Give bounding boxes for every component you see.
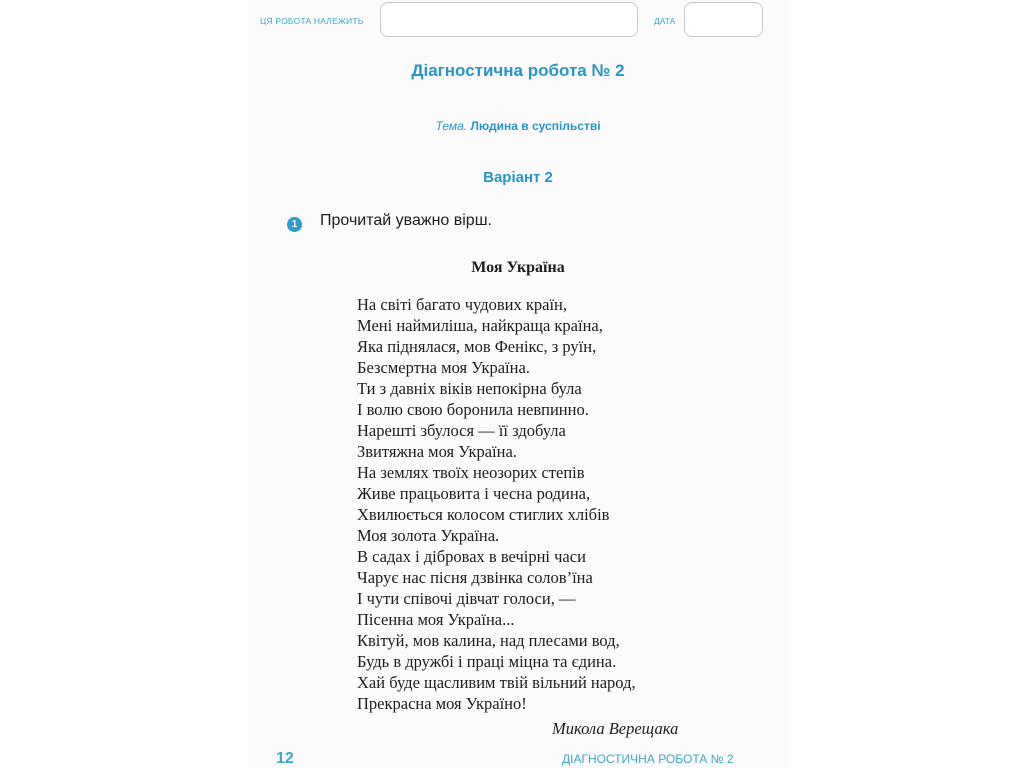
poem-line: На землях твоїх неозорих степів bbox=[357, 463, 585, 482]
poem-line: Квітуй, мов калина, над плесами вод, bbox=[357, 631, 620, 650]
poem-line: І чути співочі дівчат голоси, — bbox=[357, 589, 576, 608]
theme-label: Тема. bbox=[435, 119, 468, 133]
poem-line: Мені наймиліша, найкраща країна, bbox=[357, 316, 603, 335]
poem-title: Моя Україна bbox=[471, 259, 565, 276]
poem-line: Звитяжна моя Україна. bbox=[357, 442, 517, 461]
poem-author: Микола Верещака bbox=[552, 719, 679, 738]
poem-line: На світі багато чудових країн, bbox=[357, 295, 568, 314]
poem-line: Будь в дружбі і праці міцна та єдина. bbox=[357, 652, 617, 671]
task-instruction: Прочитай уважно вірш. bbox=[320, 212, 492, 229]
owner-name-field[interactable] bbox=[380, 2, 638, 37]
poem-line: Безсмертна моя Україна. bbox=[357, 358, 530, 377]
page-number: 12 bbox=[276, 750, 294, 767]
date-label: ДАТА bbox=[654, 16, 676, 26]
poem-line: Прекрасна моя Україно! bbox=[357, 694, 527, 713]
page-title: Діагностична робота № 2 bbox=[411, 61, 625, 80]
theme-value: Людина в суспільстві bbox=[470, 119, 601, 133]
poem-line: В садах і дібровах в вечірні часи bbox=[357, 547, 586, 566]
poem-line: І волю свою боронила невпинно. bbox=[357, 400, 589, 419]
poem-line: Чарує нас пісня дзвінка солов’їна bbox=[357, 568, 593, 587]
theme-line bbox=[248, 119, 788, 133]
poem-line: Нарешті збулося — її здобула bbox=[357, 421, 566, 440]
poem-line: Ти з давніх віків непокірна була bbox=[357, 379, 582, 398]
variant-heading: Варіант 2 bbox=[483, 169, 553, 186]
poem-line: Хай буде щасливим твій вільний народ, bbox=[357, 673, 636, 692]
footer-label: ДІАГНОСТИЧНА РОБОТА № 2 bbox=[562, 752, 734, 766]
poem-line: Живе працьовита і чесна родина, bbox=[357, 484, 591, 503]
date-field[interactable] bbox=[684, 2, 763, 37]
poem-line: Пісенна моя Україна... bbox=[357, 610, 515, 629]
poem-line: Хвилюється колосом стиглих хлібів bbox=[357, 505, 610, 524]
task-number-badge: 1 bbox=[287, 217, 302, 232]
poem-body bbox=[357, 294, 636, 714]
owner-label: ЦЯ РОБОТА НАЛЕЖИТЬ bbox=[260, 16, 364, 26]
poem-line: Моя золота Україна. bbox=[357, 526, 500, 545]
poem-line: Яка піднялася, мов Фенікс, з руїн, bbox=[357, 337, 597, 356]
